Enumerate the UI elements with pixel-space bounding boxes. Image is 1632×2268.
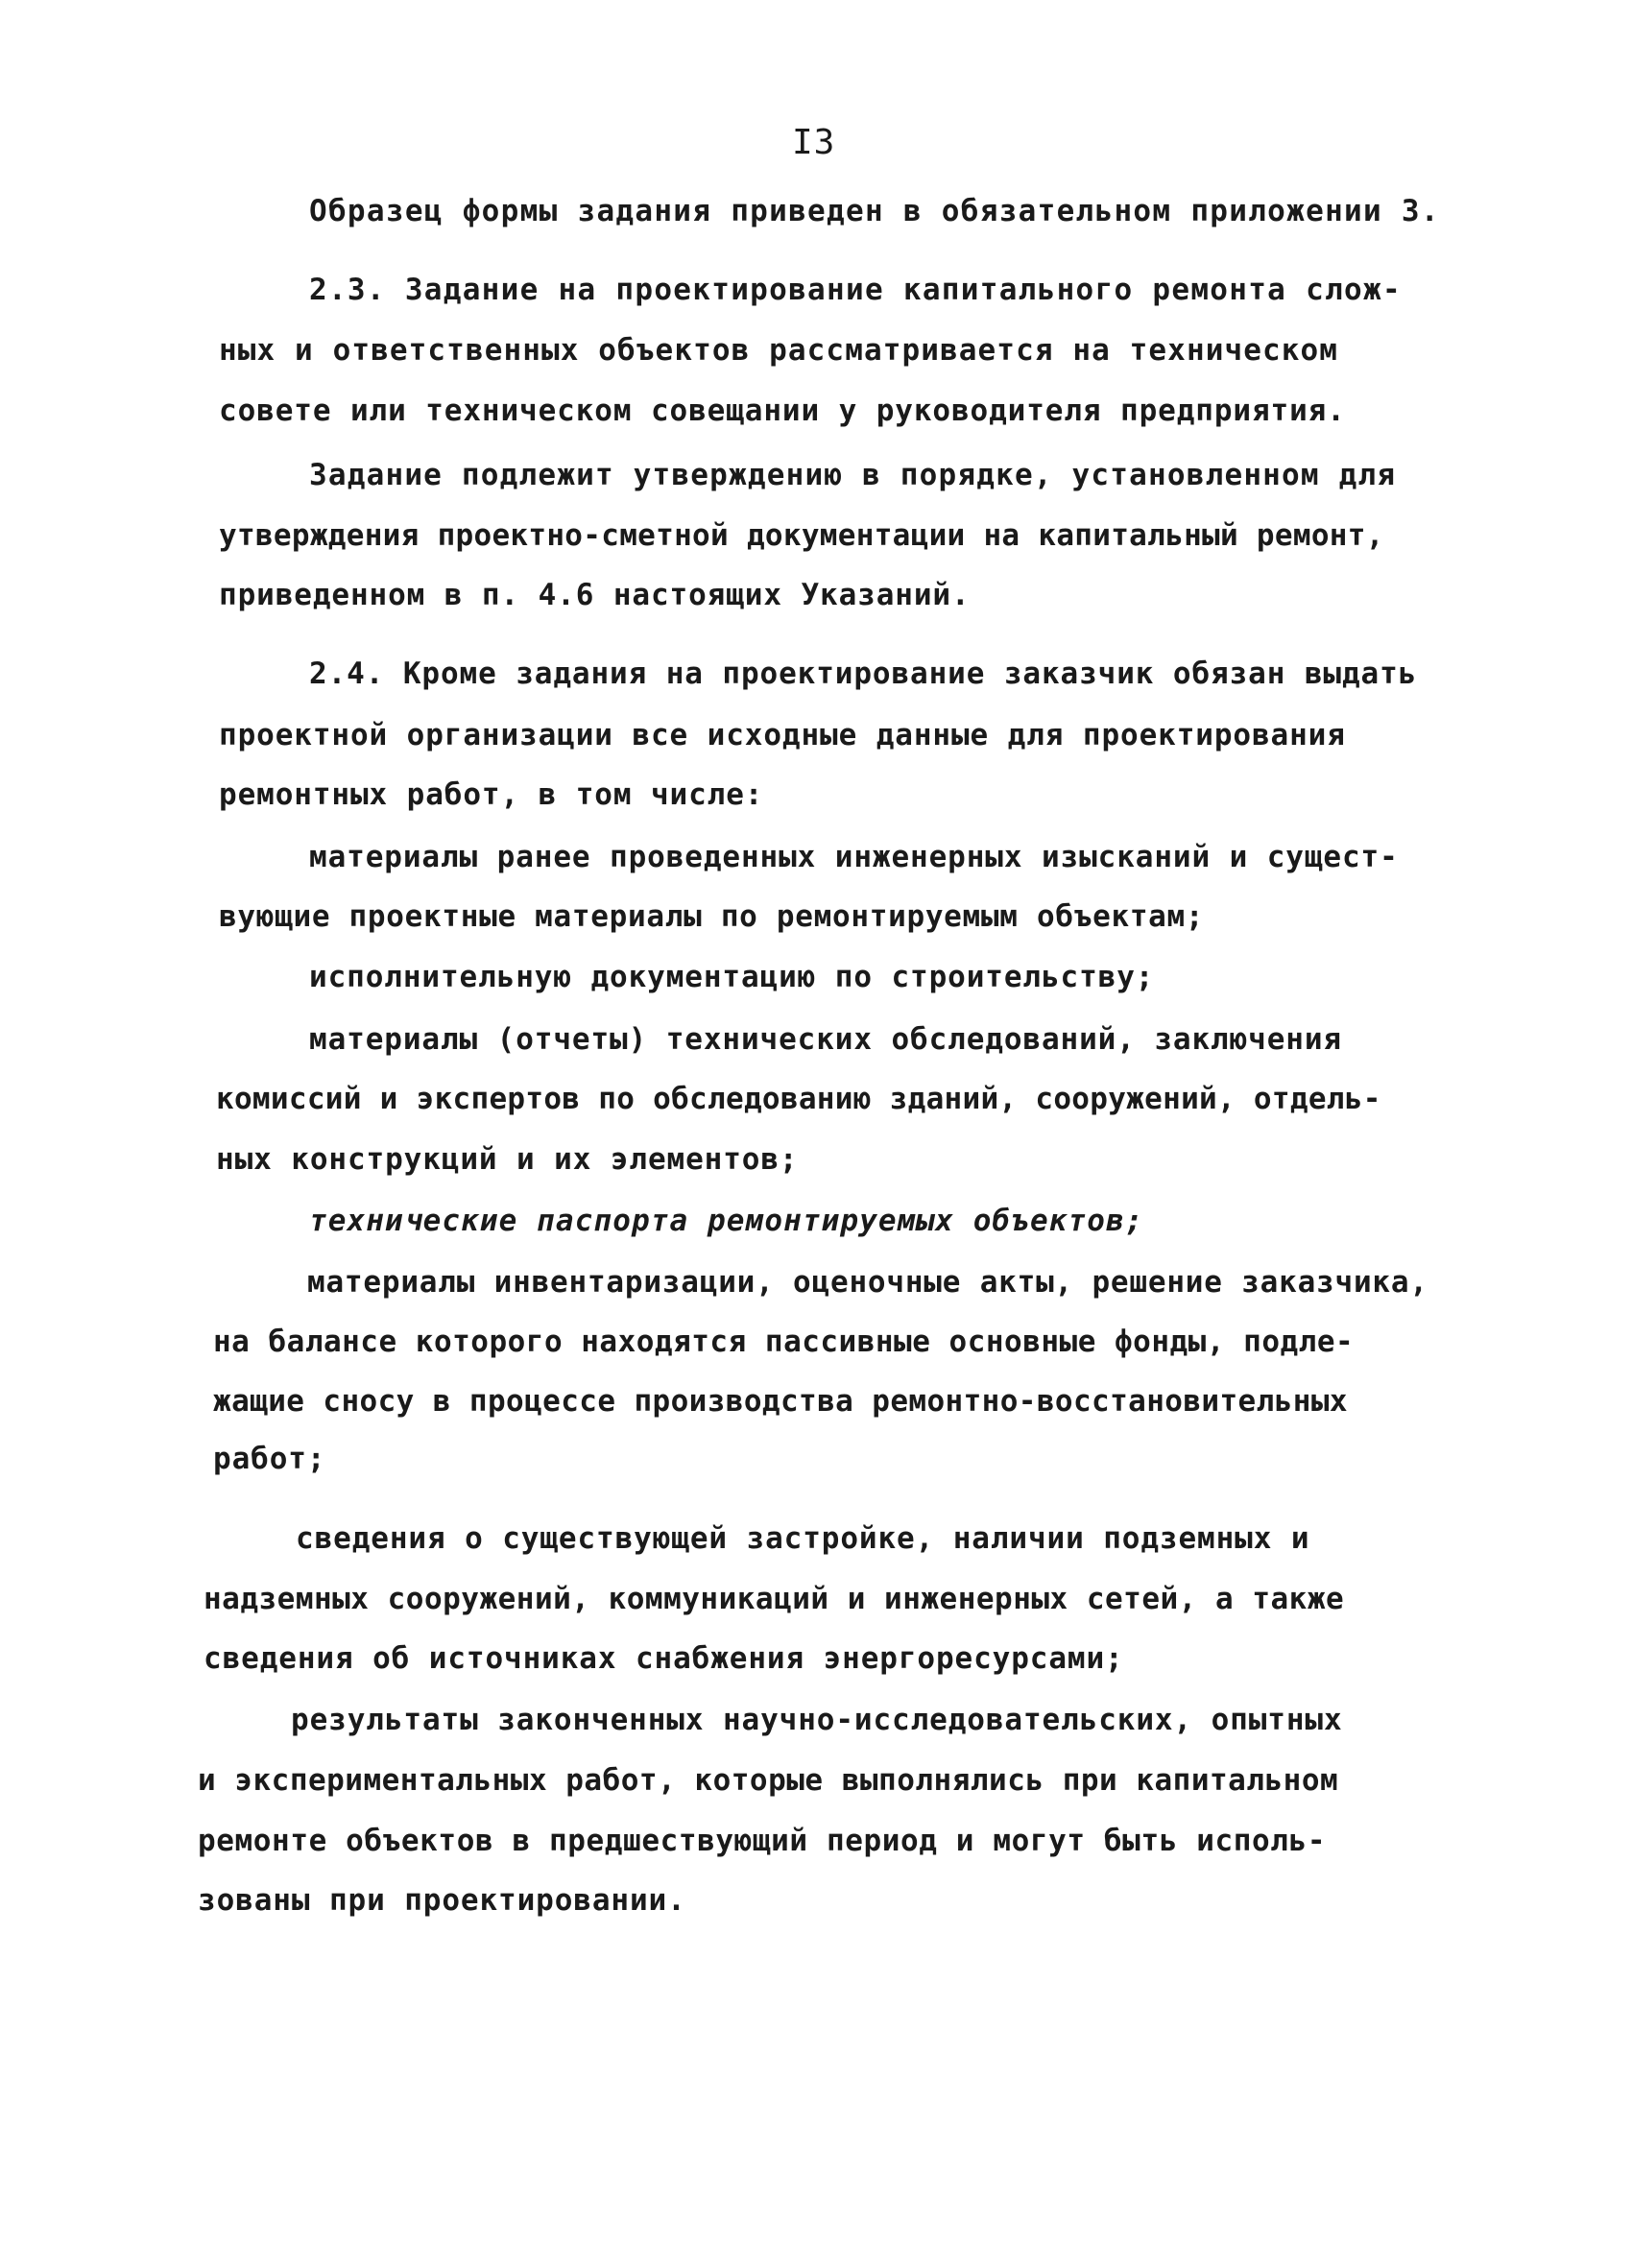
page-number: I3: [792, 123, 836, 162]
text-line: технические паспорта ремонтируемых объектов;: [309, 1204, 1144, 1238]
text-line: Образец формы задания приведен в обязательном приложении 3.: [309, 194, 1440, 228]
text-line: Задание подлежит утверждению в порядке, установленном для: [309, 458, 1397, 492]
text-line: материалы ранее проведенных инженерных изысканий и сущест-: [309, 840, 1399, 874]
text-line: результаты законченных научно-исследовательских, опытных: [291, 1703, 1343, 1737]
text-line: ных конструкций и их элементов;: [216, 1142, 799, 1177]
text-line: проектной организации все исходные данные для проектирования: [219, 718, 1346, 752]
text-line: утверждения проектно-сметной документации на капитальный ремонт,: [219, 518, 1384, 553]
text-line: материалы инвентаризации, оценочные акты, решение заказчика,: [307, 1265, 1428, 1300]
text-line: комиссий и экспертов по обследованию зданий, сооружений, отдель-: [216, 1082, 1381, 1116]
text-line: зованы при проектировании.: [198, 1883, 686, 1918]
text-line: надземных сооружений, коммуникаций и инженерных сетей, а также: [204, 1582, 1345, 1616]
text-line: приведенном в п. 4.6 настоящих Указаний.: [219, 578, 971, 612]
text-line: 2.3. Задание на проектирование капитального ремонта слож-: [309, 273, 1402, 307]
text-line: сведения об источниках снабжения энергоресурсами;: [204, 1641, 1124, 1676]
text-line: ремонтных работ, в том числе:: [219, 777, 764, 812]
text-line: работ;: [213, 1442, 326, 1476]
text-line: на балансе которого находятся пассивные основные фонды, подле-: [213, 1325, 1355, 1359]
text-line: совете или техническом совещании у руководителя предприятия.: [219, 394, 1346, 428]
text-line: исполнительную документацию по строительству;: [309, 960, 1155, 994]
text-line: жащие сносу в процессе производства ремонтно-восстановительных: [213, 1384, 1348, 1419]
text-line: 2.4. Кроме задания на проектирование заказчик обязан выдать: [309, 657, 1418, 691]
text-line: вующие проектные материалы по ремонтируемым объектам;: [219, 899, 1205, 934]
text-line: и экспериментальных работ, которые выполнялись при капитальном: [198, 1763, 1339, 1798]
text-line: ремонте объектов в предшествующий период и могут быть исполь-: [198, 1824, 1327, 1858]
text-line: ных и ответственных объектов рассматривается на техническом: [219, 333, 1339, 368]
text-line: сведения о существующей застройке, наличии подземных и: [296, 1521, 1310, 1556]
text-line: материалы (отчеты) технических обследований, заключения: [309, 1022, 1342, 1057]
